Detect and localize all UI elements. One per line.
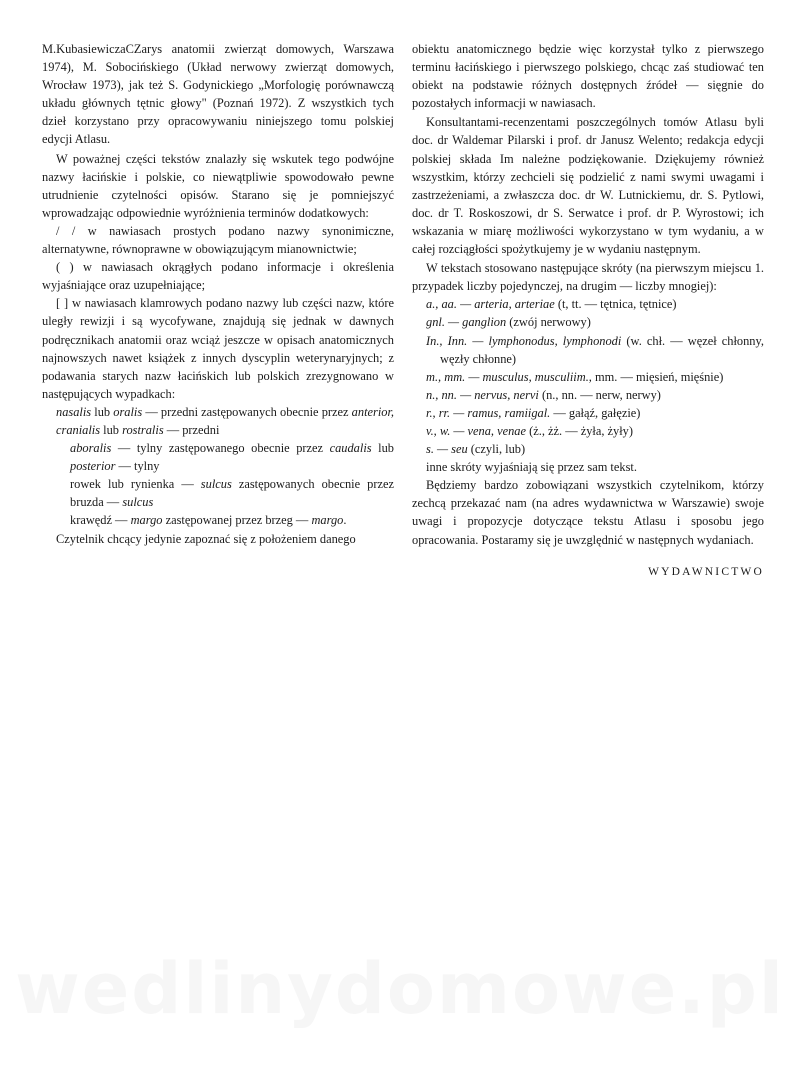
paragraph: W tekstach stosowano następujące skróty (na pierwszym miejscu 1. przypadek liczby pojedynczej, na drugim — liczby mnogiej): <box>412 261 764 294</box>
abbreviation-list <box>412 295 764 476</box>
example-line: rowek lub rynienka — sulcus zastępowanych obecnie przez bruzda — sulcus <box>70 477 395 510</box>
paragraph: M.KubasiewiczaCZarys anatomii zwierząt domowych, Warszawa 1974), M. Sobocińskiego (Układ nerwowy zwierząt domowych, Wrocław 1973), jak też S. Godynickiego „Morfologię porównawczą układu głównych tętnic głowy" (Poznań 1972). Z wszystkich tych dzieł korzystano przy opracowywaniu niniejszego tomu polskiej edycji Atlasu. <box>42 42 394 147</box>
publisher-signature: WYDAWNICTWO <box>648 566 764 578</box>
abbreviation-item: a., aa. — arteria, arteriae (t, tt. — tętnica, tętnice) <box>426 297 677 312</box>
paragraph: ( ) w nawiasach okrągłych podano informacje i określenia wyjaśniające oraz uzupełniające; <box>42 260 394 293</box>
example-line: krawędź — margo zastępowanej przez brzeg — margo. <box>70 513 347 528</box>
paragraph: Będziemy bardzo zobowiązani wszystkich czytelnikom, którzy zechcą przekazać nam (na adres wydawnictwa w Warszawie) swoje uwagi i propozycje dotyczące tekstu Atlasu i sposobu jego opracowania. Postaramy się je uwzględnić w następnych wydaniach. <box>412 478 764 547</box>
paragraph: W poważnej części tekstów znalazły się wskutek tego podwójne nazwy łacińskie i polskie, co niewątpliwie spowodowało pewne utrudnienie czytelności opisów. Starano się je pomniejszyć wprowadzając odpowiednie wyróżnienia terminów dodatkowych: <box>42 151 394 220</box>
abbreviation-item: In., Inn. — lymphonodus, lymphonodi (w. chł. — węzeł chłonny, węzły chłonne) <box>426 333 764 366</box>
abbreviation-item: m., mm. — musculus, musculiim., mm. — mięsień, mięśnie) <box>426 369 724 384</box>
watermark: wedlinydomowe.pl <box>15 948 785 1030</box>
example-line: aboralis — tylny zastępowanego obecnie przez caudalis lub posterior — tylny <box>70 441 394 474</box>
left-column <box>42 40 394 548</box>
abbreviation-item: v., w. — vena, venae (ż., żż. — żyła, żyły) <box>426 423 634 438</box>
abbreviation-item: r., rr. — ramus, ramiigal. — gałąź, gałęzie) <box>426 405 641 420</box>
paragraph: / / w nawiasach prostych podano nazwy synonimiczne, alternatywne, równoprawne w obowiązującym mianownictwie; <box>42 223 394 257</box>
right-column <box>412 40 764 549</box>
paragraph: obiektu anatomicznego będzie więc korzystał tylko z pierwszego terminu łacińskiego i pierwszego polskiego, chcąc zaś studiować ten obiekt na podstawie różnych dostępnych źródeł — sięgnie do pozostałych informacji w nawiasach. <box>412 42 764 111</box>
abbreviation-item: n., nn. — nervus, nervi (n., nn. — nerw, nerwy) <box>426 387 661 402</box>
paragraph: Czytelnik chcący jedynie zapoznać się z położeniem danego <box>56 531 356 546</box>
abbreviation-item: s. — seu (czyli, lub) <box>426 442 526 457</box>
abbreviation-note: inne skróty wyjaśniają się przez sam tekst. <box>426 460 637 475</box>
abbreviation-item: gnl. — ganglion (zwój nerwowy) <box>426 315 591 330</box>
paragraph: [ ] w nawiasach klamrowych podano nazwy lub części nazw, które uległy rewizji i są wycofywane, znajdują się jednak w dawnych podręcznikach anatomii oraz wciąż jeszcze w opisach anatomicznych najnowszych nawet książek z innych dyscyplin weterynaryjnych; z podawania starych nazw łacińskich lub polskich zrezygnowano w następujących wypadkach: <box>42 296 394 401</box>
example-line: nasalis lub oralis — przedni zastępowanych obecnie przez anterior, cranialis lub rostralis — przedni <box>56 404 395 437</box>
paragraph: Konsultantami-recenzentami poszczególnych tomów Atlasu byli doc. dr Waldemar Pilarski i prof. dr Janusz Welento; redakcja edycji polskiej składa Im należne podziękowanie. Dziękujemy również wszystkim, którzy zechcieli się podzielić z nami swymi uwagami i zastrzeżeniami, a zwłaszcza doc. dr W. Lutnickiemu, dr. S. Pytlowi, doc. dr T. Roskoszowi, dr S. Serwatce i prof. dr P. Wyrostowi; ich wskazania w miarę możliwości wykorzystano w tym wydaniu, a w całej rozciągłości spożytkujemy je w wydaniu następnym. <box>412 115 764 257</box>
